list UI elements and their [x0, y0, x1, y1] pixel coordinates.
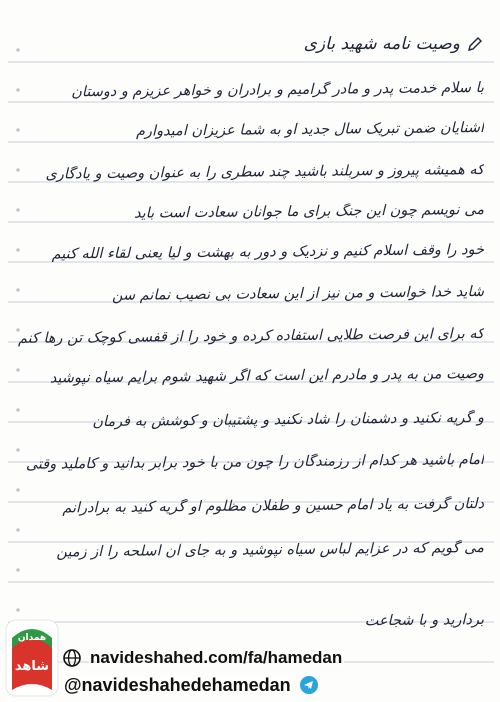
- letter-line: امام باشید هر کدام از رزمندگان را چون من با خود برابر بدانید و کاملید وقتی: [25, 452, 485, 473]
- letter-line: دلتان گرفت به یاد امام حسین و طفلان مظلوم او گریه کنید به برادرانم: [62, 496, 485, 517]
- watermark-url-row: [62, 645, 402, 671]
- page-title: وصیت نامه شهید بازی: [303, 34, 460, 54]
- logo-sublabel: شاهد: [14, 659, 50, 674]
- letter-line: شاید خدا خواست و من نیز از این سعادت بی نصیب نمانم سن: [111, 284, 485, 304]
- letter-line: بردارید و با شجاعت: [364, 612, 485, 630]
- letter-line: که برای این فرصت طلایی استفاده کرده و خود را از قفسی کوچک تن رها کنم: [17, 326, 485, 347]
- letter-line: وصیت من به پدر و مادرم این است که اگر شهید شوم برایم سیاه نپوشید: [49, 366, 485, 387]
- pen-icon: [466, 35, 484, 53]
- letter-line: و گریه نکنید و دشمنان را شاد نکنید و پشتیبان و کوشش به فرمان: [92, 410, 485, 431]
- letter-line: می گویم که در عزایم لباس سیاه نپوشید و به جای آن اسلحه را از زمین: [56, 540, 485, 561]
- logo-label: همدان: [17, 633, 47, 643]
- letter-line: با سلام خدمت پدر و مادر گرامیم و برادران و خواهر عزیزم و دوستان: [71, 80, 485, 101]
- letter-line: که همیشه پیروز و سربلند باشید چند سطری را به عنوان وصیت و یادگاری: [45, 162, 485, 183]
- globe-icon: [62, 648, 82, 668]
- letter-line: خود را وقف اسلام کنیم و نزدیک و دور به بهشت و لیا یعنی لقاء الله کنیم: [51, 242, 485, 263]
- title-row: [154, 30, 484, 58]
- watermark-handle-row: [62, 672, 402, 698]
- telegram-icon[interactable]: [299, 675, 319, 695]
- letter-line: می نویسم چون این جنگ برای ما جوانان سعادت است باید: [133, 202, 485, 222]
- watermark-url[interactable]: navideshahed.com/fa/hamedan: [90, 648, 343, 667]
- letter-line: آشنایان ضمن تبریک سال جدید او به شما عزیزان امیدوارم: [135, 120, 485, 140]
- watermark-handle[interactable]: @navideshahedehamedan: [64, 674, 291, 695]
- site-logo: [4, 618, 60, 698]
